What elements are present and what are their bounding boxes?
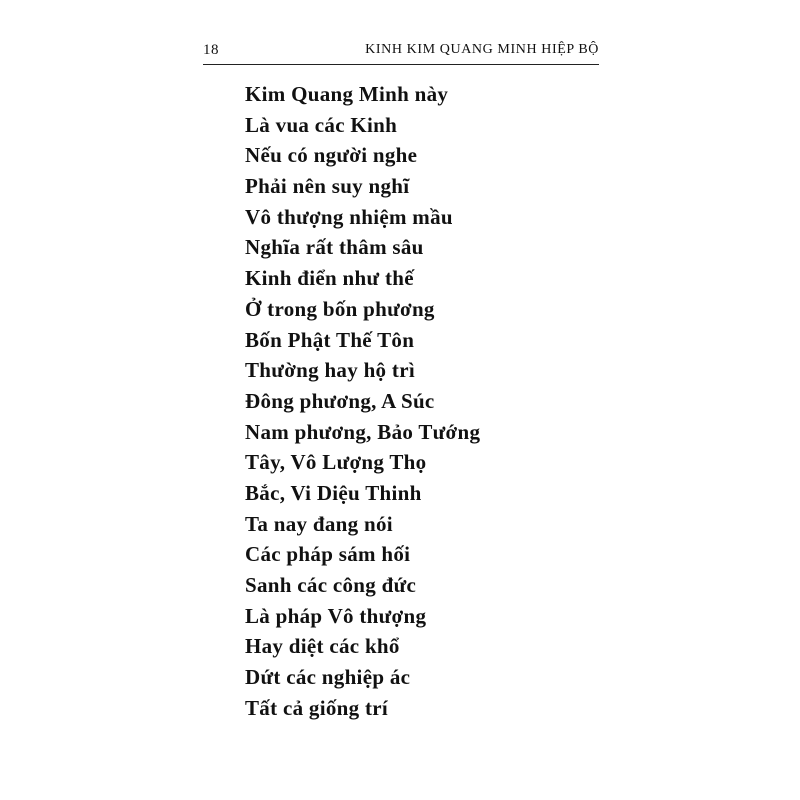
verse-line: Nếu có người nghe (245, 143, 418, 168)
verse-line: Bắc, Vi Diệu Thinh (245, 480, 422, 505)
verse-line: Dứt các nghiệp ác (245, 665, 411, 690)
page-number: 18 (203, 42, 219, 58)
verse-line: Là vua các Kinh (245, 112, 398, 137)
verse-line: Kinh điển như thế (245, 266, 414, 291)
verse-line: Hay diệt các khổ (245, 634, 400, 659)
verse-block (245, 79, 480, 723)
page-header (203, 40, 599, 68)
verse-line: Sanh các công đức (245, 573, 417, 597)
verse-line: Nghĩa rất thâm sâu (245, 235, 424, 260)
verse-line: Vô thượng nhiệm mầu (245, 204, 453, 229)
verse-line: Thường hay hộ trì (245, 358, 415, 383)
verse-line: Kim Quang Minh này (245, 82, 449, 106)
verse-line: Các pháp sám hối (245, 542, 411, 567)
verse-line: Tây, Vô Lượng Thọ (245, 450, 427, 475)
verse-line: Phải nên suy nghĩ (245, 174, 410, 199)
header-rule (203, 64, 599, 65)
verse-line: Là pháp Vô thượng (245, 603, 427, 628)
verse-line: Ở trong bốn phương (245, 296, 435, 321)
verse-line: Nam phương, Bảo Tướng (245, 419, 481, 444)
running-title: KINH KIM QUANG MINH HIỆP BỘ (365, 42, 599, 57)
verse-line: Bốn Phật Thế Tôn (245, 327, 415, 352)
verse-line: Đông phương, A Súc (245, 388, 435, 413)
verse-line: Ta nay đang nói (245, 511, 393, 536)
verse-line: Tất cả giống trí (245, 695, 389, 720)
